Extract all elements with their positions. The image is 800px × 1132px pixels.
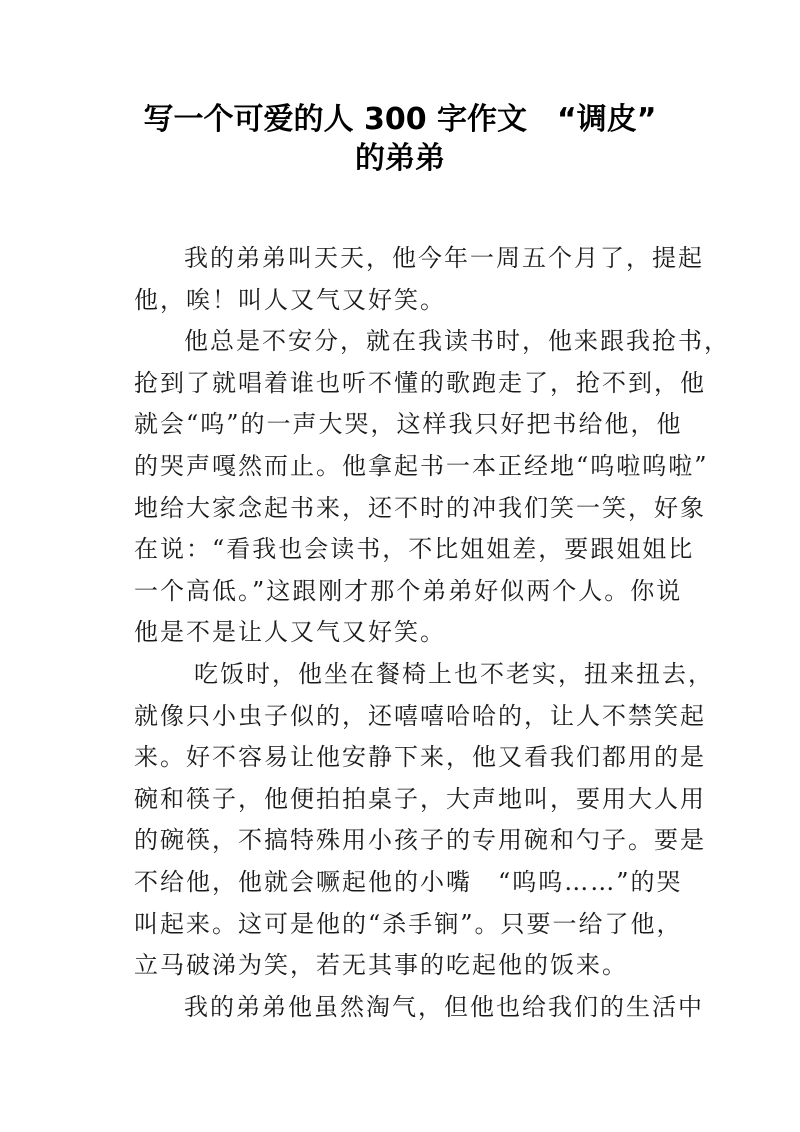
paragraph-2 [134, 321, 730, 654]
text-line: 他总是不安分，就在我读书时，他来跟我抢书， [184, 327, 730, 356]
essay-body [134, 238, 730, 1028]
text-line: 我的弟弟他虽然淘气，但他也给我们的生活中 [184, 992, 704, 1021]
paragraph-3 [134, 654, 714, 987]
document-title [100, 100, 700, 178]
text-line: 就会“呜”的一声大哭，这样我只好把书给他，他 [134, 410, 683, 439]
title-line-2: 的弟弟 [355, 141, 445, 176]
text-line: 就像只小虫子似的，还嘻嘻哈哈的，让人不禁笑起 [134, 701, 706, 730]
text-line: 碗和筷子，他便拍拍桌子，大声地叫，要用大人用 [134, 784, 706, 813]
paragraph-4 [134, 987, 704, 1029]
text-line: 一个高低。”这跟刚才那个弟弟好似两个人。你说 [134, 576, 683, 605]
text-line: 地给大家念起书来，还不时的冲我们笑一笑，好象 [134, 493, 706, 522]
text-line: 来。好不容易让他安静下来，他又看我们都用的是 [134, 743, 706, 772]
text-line: 的碗筷，不搞特殊用小孩子的专用碗和勺子。要是 [134, 826, 706, 855]
text-line: 的哭声嘎然而止。他拿起书一本正经地“呜啦呜啦” [134, 451, 709, 480]
text-line: 他是不是让人又气又好笑。 [134, 618, 446, 647]
text-line: 不给他，他就会噘起他的小嘴 “呜呜……”的哭 [134, 867, 683, 896]
text-line: 吃饭时，他坐在餐椅上也不老实，扭来扭去， [194, 659, 714, 688]
text-line: 在说：“看我也会读书，不比姐姐差，要跟姐姐比 [134, 535, 695, 564]
text-line: 我的弟弟叫天天，他今年一周五个月了，提起 [184, 244, 704, 272]
text-line: 立马破涕为笑，若无其事的吃起他的饭来。 [134, 951, 628, 980]
text-line: 抢到了就唱着谁也听不懂的歌跑走了，抢不到，他 [134, 368, 706, 397]
paragraph-1 [134, 238, 704, 321]
title-line-1: 写一个可爱的人 300 字作文 “调皮” [143, 102, 657, 137]
text-line: 他，唉！叫人又气又好笑。 [134, 285, 446, 314]
text-line: 叫起来。这可是他的“杀手锏”。只要一给了他， [134, 909, 683, 938]
